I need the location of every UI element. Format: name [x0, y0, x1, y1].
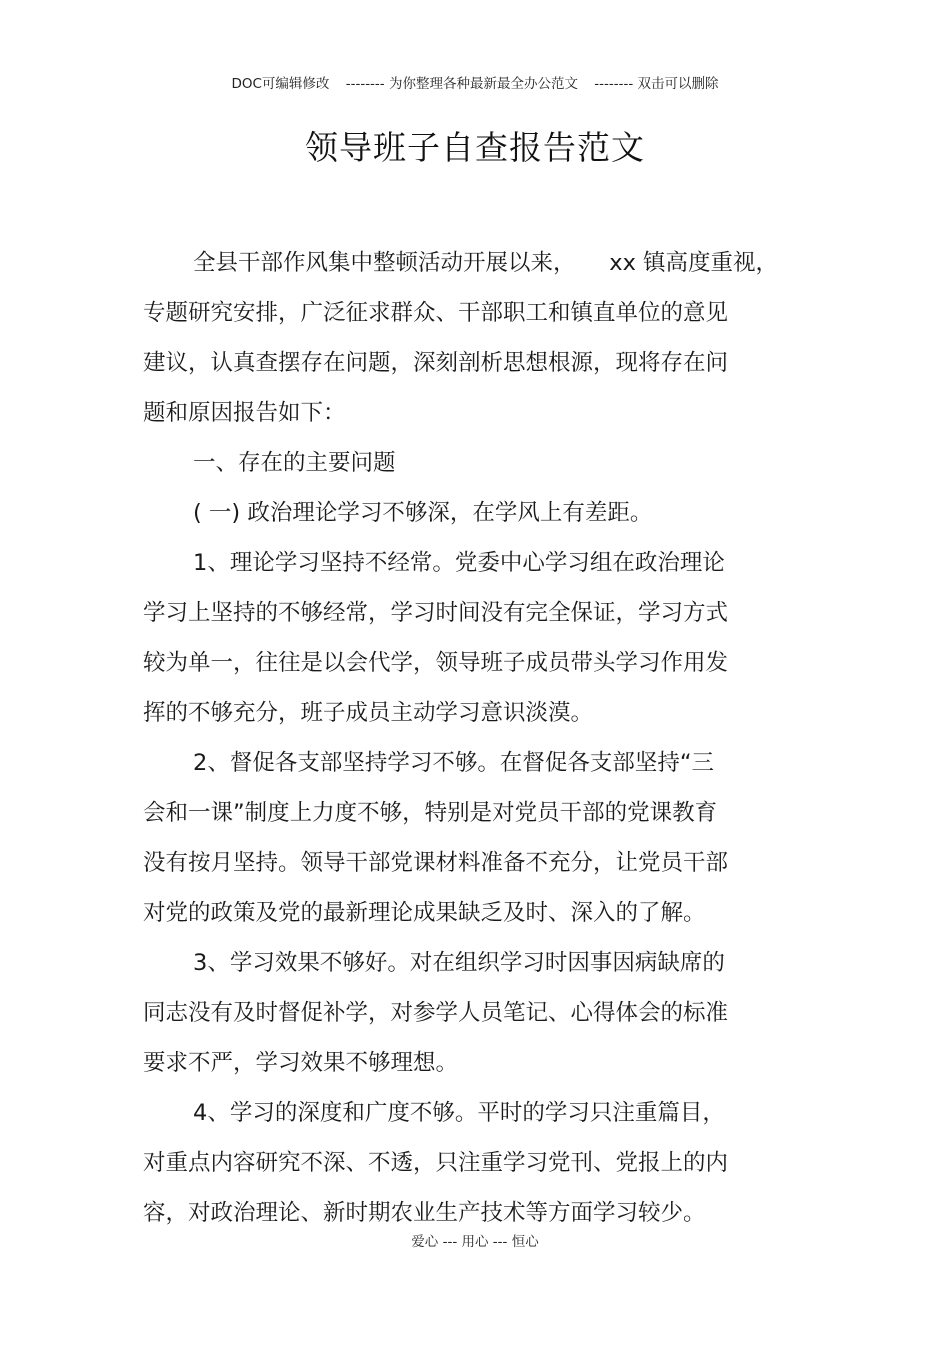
paragraph-line: 挥的不够充分，班子成员主动学习意识淡漠。 — [143, 700, 594, 726]
paragraph-line: ( 一) 政治理论学习不够深，在学风上有差距。 — [193, 500, 653, 526]
paragraph-line: 题和原因报告如下： — [143, 400, 346, 426]
paragraph-line: 要求不严，学习效果不够理想。 — [143, 1050, 459, 1076]
paragraph-item-2 — [143, 738, 793, 938]
paragraph-line: 较为单一，往往是以会代学，领导班子成员带头学习作用发 — [143, 650, 729, 676]
paragraph-line: 一、存在的主要问题 — [193, 450, 396, 476]
paragraph-line: 会和一课”制度上力度不够，特别是对党员干部的党课教育 — [143, 800, 718, 826]
paragraph-line: 3、学习效果不够好。对在组织学习时因事因病缺席的 — [193, 950, 725, 976]
header-part-3: -------- 双击可以删除 — [594, 76, 719, 92]
document-header — [0, 72, 950, 92]
paragraph-line: 没有按月坚持。领导干部党课材料准备不充分，让党员干部 — [143, 850, 729, 876]
paragraph-line: 2、督促各支部坚持学习不够。在督促各支部坚持“三 — [193, 750, 714, 776]
paragraph-line: 同志没有及时督促补学，对参学人员笔记、心得体会的标准 — [143, 1000, 729, 1026]
paragraph-item-3 — [143, 938, 793, 1088]
paragraph-line: 4、学习的深度和广度不够。平时的学习只注重篇目， — [193, 1100, 725, 1126]
paragraph-line: 对党的政策及党的最新理论成果缺乏及时、深入的了解。 — [143, 900, 706, 926]
paragraph-line: 容，对政治理论、新时期农业生产技术等方面学习较少。 — [143, 1200, 706, 1226]
paragraph-line: 1、理论学习坚持不经常。党委中心学习组在政治理论 — [193, 550, 725, 576]
subsection-heading — [143, 488, 793, 538]
paragraph-line: 对重点内容研究不深、不透，只注重学习党刊、党报上的内 — [143, 1150, 729, 1176]
paragraph-line: 建议，认真查摆存在问题，深刻剖析思想根源，现将存在问 — [143, 350, 729, 376]
paragraph-line: 全县干部作风集中整顿活动开展以来， xx 镇高度重视， — [193, 250, 779, 276]
header-part-2: -------- 为你整理各种最新最全办公范文 — [345, 76, 578, 92]
document-body — [143, 238, 793, 1238]
document-footer: 爱心 --- 用心 --- 恒心 — [411, 1234, 539, 1250]
paragraph-intro — [143, 238, 793, 438]
paragraph-item-4 — [143, 1088, 793, 1238]
header-part-1: DOC可编辑修改 — [231, 76, 330, 92]
document-title: 领导班子自查报告范文 — [305, 128, 645, 167]
paragraph-line: 专题研究安排，广泛征求群众、干部职工和镇直单位的意见 — [143, 300, 729, 326]
paragraph-line: 学习上坚持的不够经常，学习时间没有完全保证，学习方式 — [143, 600, 729, 626]
section-heading — [143, 438, 793, 488]
paragraph-item-1 — [143, 538, 793, 738]
